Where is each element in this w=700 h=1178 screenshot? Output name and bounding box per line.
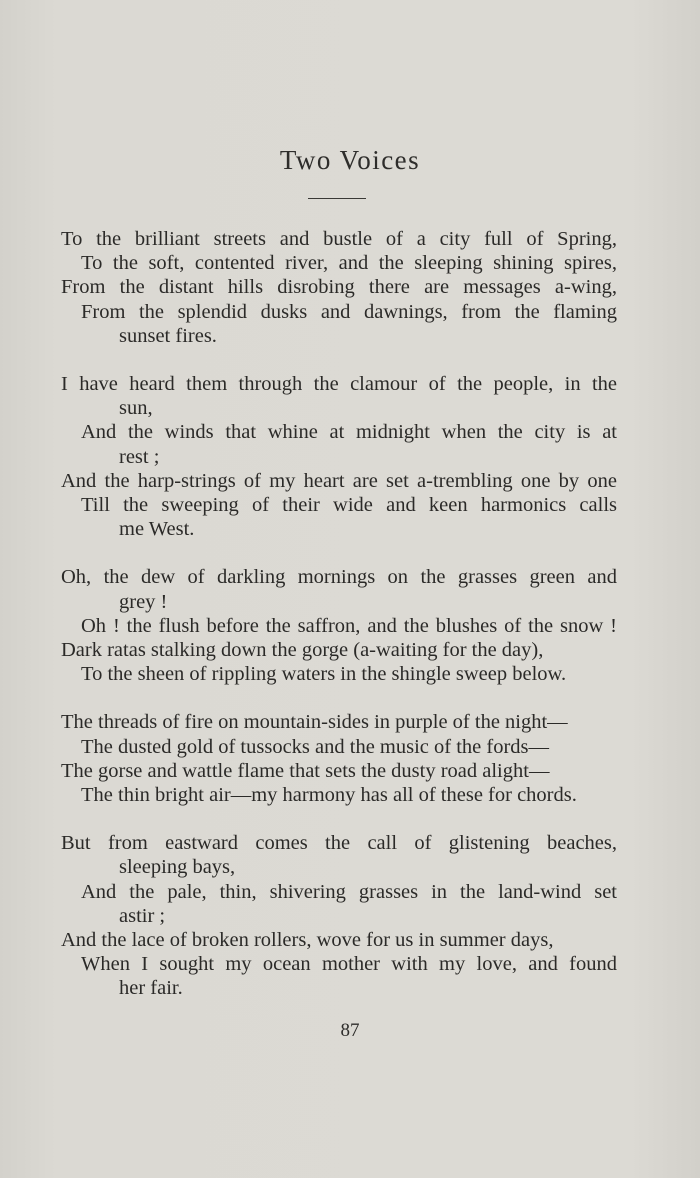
poem-line: Till the sweeping of their wide and keen harmonics calls [81, 494, 617, 517]
poem-line: rest ; [119, 445, 160, 468]
poem-line: The thin bright air—my harmony has all of these for chords. [81, 784, 577, 807]
poem-line: Oh ! the flush before the saffron, and the blushes of the snow ! [81, 614, 617, 637]
poem-line: The threads of fire on mountain-sides in purple of the night— [61, 711, 568, 734]
poem-line: me West. [119, 518, 195, 541]
poem-line: From the splendid dusks and dawnings, from the flaming [81, 300, 617, 323]
poem-line: And the pale, thin, shivering grasses in the land-wind set [81, 880, 617, 903]
poem-line: I have heard them through the clamour of the people, in the [61, 373, 617, 396]
stanza-5 [61, 831, 617, 1000]
stanza-3 [61, 565, 617, 686]
poem-body [61, 227, 617, 1025]
poem-line: But from eastward comes the call of glistening beaches, [61, 832, 617, 855]
poem-line: Oh, the dew of darkling mornings on the grasses green and [61, 566, 617, 589]
poem-line: From the distant hills disrobing there are messages a-wing, [61, 276, 617, 299]
title-divider [308, 198, 366, 199]
stanza-4 [61, 710, 617, 807]
poem-line: her fair. [119, 977, 183, 1000]
stanza-1 [61, 227, 617, 348]
poem-line: grey ! [119, 590, 168, 613]
page-number: 87 [340, 1020, 360, 1041]
poem-line: astir ; [119, 904, 166, 927]
poem-line: sun, [119, 397, 153, 420]
poem-line: And the lace of broken rollers, wove for us in summer days, [61, 929, 554, 952]
poem-line: The dusted gold of tussocks and the music of the fords— [81, 735, 550, 758]
poem-line: The gorse and wattle flame that sets the dusty road alight— [61, 759, 550, 782]
poem-line: And the winds that whine at midnight when the city is at [81, 421, 617, 444]
poem-title: Two Voices [279, 145, 421, 175]
poem-line: To the soft, contented river, and the sleeping shining spires, [81, 252, 617, 275]
poem-line: Dark ratas stalking down the gorge (a-waiting for the day), [61, 639, 544, 662]
poem-line: To the brilliant streets and bustle of a city full of Spring, [61, 228, 617, 250]
poem-line: sleeping bays, [119, 856, 236, 879]
poem-line: sunset fires. [119, 324, 217, 347]
poem-line: And the harp-strings of my heart are set a-trembling one by one [61, 469, 617, 492]
poem-line: To the sheen of rippling waters in the shingle sweep below. [81, 663, 567, 686]
stanza-2 [61, 372, 617, 541]
poem-line: When I sought my ocean mother with my love, and found [81, 953, 617, 976]
